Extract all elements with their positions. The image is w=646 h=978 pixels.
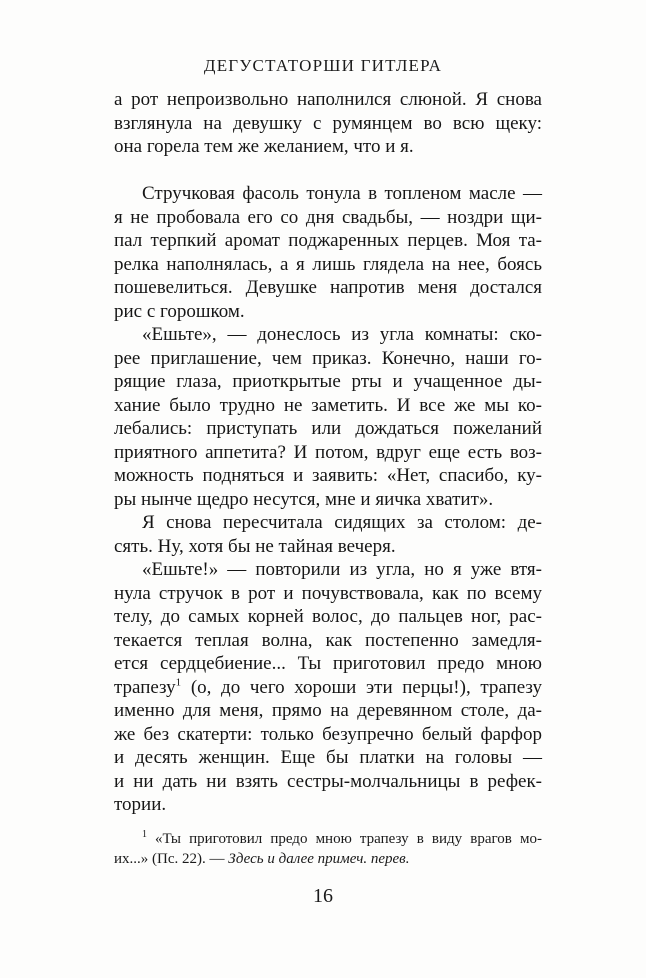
text-line: хание было трудно не заметить. И все же мы ко- — [114, 394, 542, 416]
text-line: приятного аппетита? И потом, вдруг еще есть воз- — [114, 441, 542, 463]
text-line: и десять женщин. Еще бы платки на головы — — [114, 747, 542, 768]
text-fragment: (о, до чего хороши эти перцы!), трапезу — [190, 676, 542, 698]
footnote-italic-text: Здесь и далее примеч. перев. — [228, 851, 410, 867]
text-line: нула стручок в рот и почувствовала, как по всему — [114, 582, 542, 604]
text-line: я не пробовала его со дня свадьбы, — ноздри щи- — [114, 206, 542, 228]
text-line: рис с горошком. — [114, 300, 245, 322]
running-head: ДЕГУСТАТОРШИ ГИТЛЕРА — [203, 56, 443, 75]
footnote-mark: 1 — [142, 829, 147, 840]
footnote-reference: 1 — [175, 676, 182, 689]
text-line: рее приглашение, чем приказ. Конечно, наши го- — [114, 347, 542, 369]
text-line: пал терпкий аромат поджаренных перцев. Моя та- — [114, 230, 542, 251]
text-line: и ни дать ни взять сестры-молчальницы в рефек- — [114, 770, 542, 792]
text-line: же без скатерти: только безупречно белый фарфор — [114, 723, 542, 745]
text-line: именно для меня, прямо на деревянном столе, да- — [114, 700, 542, 721]
section-break — [114, 159, 542, 183]
text-line: сять. Ну, хотя бы не тайная вечеря. — [114, 535, 396, 557]
footnote-text: их...» (Пс. 22). — — [114, 851, 229, 867]
text-line: «Ешьте!» — повторили из угла, но я уже втя- — [142, 559, 542, 580]
text-fragment: трапезу — [114, 676, 176, 698]
text-line: телу, до самых корней волос, до пальцев ног, рас- — [114, 606, 542, 627]
text-line: рящие глаза, приоткрытые рты и учащенное ды- — [114, 371, 542, 392]
text-line: «Ешьте», — донеслось из угла комнаты: ско- — [142, 324, 542, 345]
text-line: пошевелиться. Девушке напротив меня достался — [114, 277, 542, 298]
text-line: Я снова пересчитала сидящих за столом: де- — [142, 512, 542, 533]
text-line: Стручковая фасоль тонула в топленом масле — — [142, 183, 542, 204]
text-line: а рот непроизвольно наполнился слюной. Я снова — [114, 89, 542, 110]
footnote — [114, 829, 542, 869]
text-line: ры нынче щедро несутся, мне и яичка хватит». — [114, 488, 494, 510]
body-text — [114, 88, 542, 817]
text-line: релка наполнялась, а я лишь глядела на нее, боясь — [114, 253, 542, 275]
text-line: текается теплая волна, как постепенно замедля- — [114, 629, 542, 651]
footnote-line — [114, 849, 542, 869]
text-line: можность подняться и заявить: «Нет, спасибо, ку- — [114, 465, 542, 486]
page-number: 16 — [313, 885, 333, 907]
text-line: взглянула на девушку с румянцем во всю щеку: — [114, 112, 542, 134]
text-line: ется сердцебиение... Ты приготовил предо мною — [114, 653, 542, 674]
text-line: лебались: приступать или дождаться пожеланий — [114, 418, 542, 439]
footnote-line — [114, 829, 542, 849]
footnote-text: «Ты приготовил предо мною трапезу в виду врагов мо- — [155, 831, 542, 847]
text-line: тории. — [114, 794, 167, 815]
text-line-with-footnote — [114, 676, 542, 700]
text-line: она горела тем же желанием, что и я. — [114, 136, 414, 157]
